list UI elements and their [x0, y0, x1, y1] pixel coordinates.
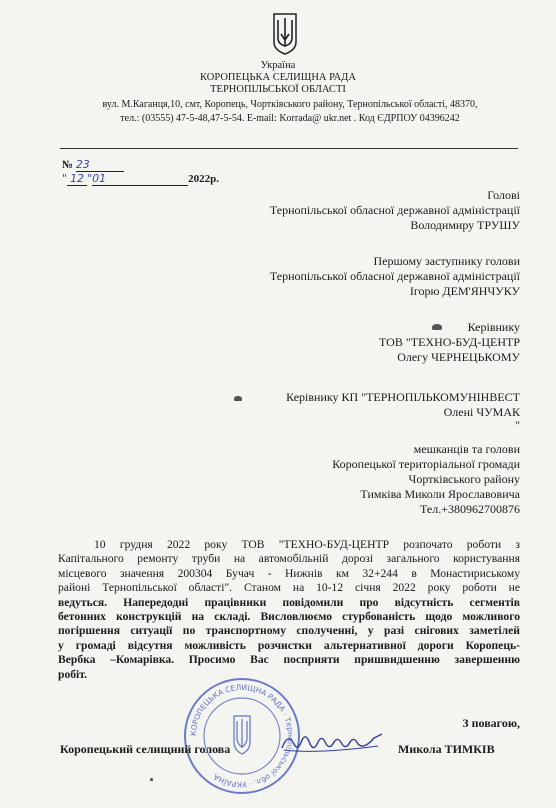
header-region: ТЕРНОПІЛЬСЬКОЇ ОБЛАСТІ [210, 84, 346, 95]
addressee-line: " [515, 418, 520, 432]
signer-position: Коропецький селищний голова [60, 742, 231, 756]
body-line: місцевого значення 200304 Бучач - Нижнів км 32+244 в Монастириському [58, 566, 520, 580]
addressee-line: Тернопільської обласної державної адміністрації [269, 203, 520, 217]
addressee-line: Тимківа Миколи Ярославовича [360, 487, 520, 501]
body-line: у громаді відсутня можливість розчистки альтернативної дороги Коропець- [58, 638, 520, 652]
addressee-line: Голові [487, 188, 520, 202]
doc-date-day: 12 [67, 172, 87, 186]
addressee-line: Ігорю ДЕМ'ЯНЧУКУ [409, 284, 520, 298]
addressee-line: Керівнику [467, 320, 520, 334]
doc-date-line [62, 172, 219, 186]
doc-number-value: 23 [76, 158, 124, 172]
addressee-line: мешканців та голови [413, 442, 520, 456]
doc-number-label: № [62, 159, 74, 171]
header-contacts: тел.: (03555) 47-5-48,47-5-54. E-mail: Korrada@ ukr.net . Код ЄДРПОУ 04396242 [120, 113, 460, 124]
doc-date-close-quote: " [87, 172, 93, 185]
addressee-line: Тел.+380962700876 [420, 502, 520, 516]
closing-regards: З повагою, [462, 716, 520, 730]
dot-mark-icon [150, 778, 153, 781]
addressee-line: Олені ЧУМАК [443, 405, 520, 419]
seal-ring-text: КОРОПЕЦЬКА СЕЛИЩНА РАДА · Тернопільської обл. · УКРАЇНА [188, 682, 296, 790]
header-address: вул. М.Каганця,10, смт, Коропець, Чортківського району, Тернопільської області, 48370, [102, 99, 478, 110]
body-line: Вербка –Комарівка. Просимо Вас посприяти пришвидшенню завершенню [58, 653, 520, 667]
addressee-block-5 [332, 442, 520, 517]
ink-mark-icon [234, 396, 242, 401]
addressee-block-4 [286, 390, 520, 430]
body-line: робіт. [58, 667, 87, 681]
header-council: КОРОПЕЦЬКА СЕЛИЩНА РАДА [200, 72, 356, 83]
addressee-line: Коропецької територіальної громади [332, 457, 520, 471]
addressee-block-3 [379, 320, 520, 365]
addressee-line: ТОВ "ТЕХНО-БУД-ЦЕНТР [379, 335, 520, 349]
addressee-line: Тернопільської обласної державної адміністрації [269, 269, 520, 283]
body-line: ведуться. Напередодні працівники повідомили про відсутність сегментів [58, 595, 520, 609]
doc-date-year: 2022р. [188, 173, 219, 185]
addressee-line: Олегу ЧЕРНЕЦЬКОМУ [397, 350, 520, 364]
addressee-line: Чортківського району [408, 472, 520, 486]
addressee-block-1 [270, 188, 520, 233]
addressee-line: Володимиру ТРУШУ [410, 218, 520, 232]
letter-body [58, 538, 520, 682]
body-line: погіршення ситуації по транспортному сполученні, у разі снігових заметілей [58, 624, 520, 638]
addressee-line: Керівнику КП "ТЕРНОПІЛЬКОМУНІНВЕСТ [286, 390, 520, 404]
handwritten-signature [278, 726, 388, 756]
header-country: Україна [260, 60, 296, 71]
addressee-block-2 [270, 254, 520, 299]
body-line: Капітального ремонту труби на автомобільній дорозі загального користування [58, 552, 520, 566]
body-line: бетонних конструкцій на складі. Висловлюємо стурбованість щодо можливого [58, 610, 520, 624]
header-divider [60, 148, 518, 149]
doc-number-line [62, 158, 124, 172]
doc-date-month: 01 [92, 172, 188, 186]
signer-name: Микола ТИМКІВ [398, 742, 495, 756]
addressee-line: Першому заступнику голови [373, 254, 520, 268]
trident-emblem-icon [272, 12, 298, 56]
body-line: районі Тернопільської області". Станом на 10-12 січня 2022 року роботи не [58, 581, 520, 595]
doc-date-open-quote: " [62, 172, 68, 185]
body-line: 10 грудня 2022 року ТОВ "ТЕХНО-БУД-ЦЕНТР розпочато роботи з [94, 538, 520, 551]
